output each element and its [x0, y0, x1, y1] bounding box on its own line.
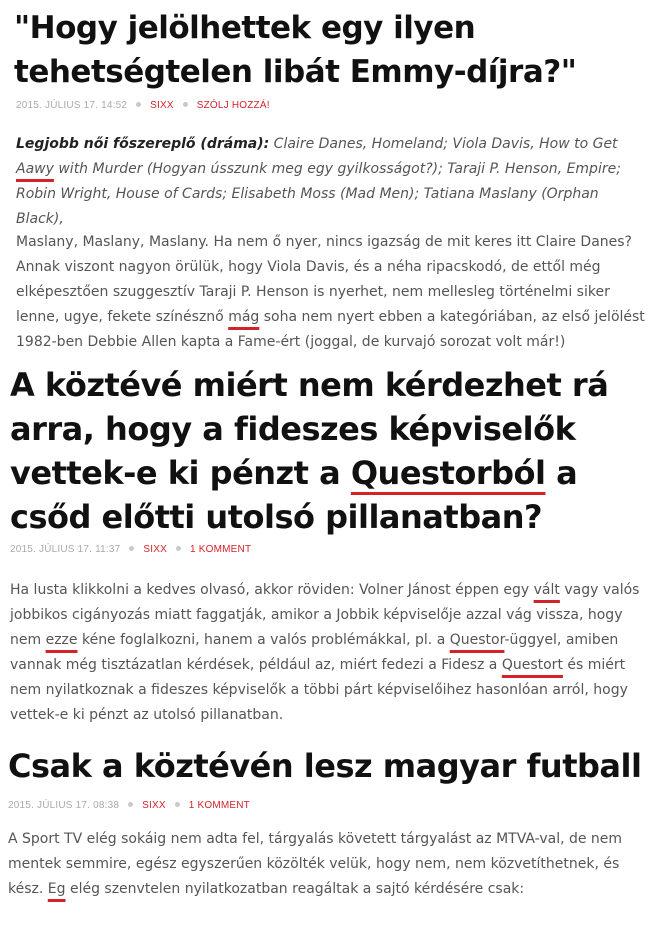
article-1-author-link[interactable]: SIXX — [150, 100, 174, 111]
article-3-meta — [8, 800, 250, 811]
article-3-comment-link[interactable]: 1 KOMMENT — [188, 800, 250, 811]
body-text: elég szenvtelen nyilatkozatban reagáltak a sajtó kérdésére csak: — [65, 881, 525, 897]
article-3-title[interactable]: Csak a köztévén lesz magyar futball — [8, 747, 642, 785]
lead-text: with Murder (Hogyan ússzunk meg egy gyilkosságot?); Taraji P. Henson, Empire; Robin Wright, House of Cards; Elisabeth Moss (Mad Men); Tatiana Maslany (Orphan Black), — [16, 161, 621, 227]
article-1-meta — [16, 100, 270, 111]
lead-text: Claire Danes, Homeland; Viola Davis, How to Get — [269, 136, 618, 152]
spellcheck-word[interactable]: Questorból — [350, 454, 546, 492]
article-3-body — [8, 827, 656, 902]
article-2-date: 2015. JÚLIUS 17. 11:37 — [10, 544, 121, 555]
article-2-author-link[interactable]: SIXX — [143, 544, 167, 555]
lead-category-label: Legjobb női főszereplő (dráma): — [16, 136, 270, 152]
spellcheck-word[interactable]: Eg — [47, 881, 66, 897]
body-text: vagy valós jobbikos cigányozás miatt faggatják, amikor a Jobbik képviselője azzal vág vissza, hogy nem — [10, 582, 640, 648]
spellcheck-word[interactable]: Questort — [501, 657, 563, 673]
article-1-comment-link[interactable]: SZÓLJ HOZZÁ! — [196, 100, 270, 111]
separator-dot-icon — [129, 546, 134, 551]
title-text: a csőd előtti utolsó pillanatban? — [10, 454, 578, 536]
body-text: soha nem nyert ebben a kategóriában, az első jelölést 1982-ben Debbie Allen kapta a Fame-ért (joggal, de kurvajó sorozat volt már!) — [16, 309, 645, 350]
article-1-date: 2015. JÚLIUS 17. 14:52 — [16, 100, 128, 111]
article-1-lead — [16, 132, 646, 232]
spellcheck-word[interactable]: Aawy — [16, 161, 54, 177]
article-2-meta — [10, 544, 251, 555]
spellcheck-word[interactable]: vált — [533, 582, 560, 598]
article-1-title[interactable]: "Hogy jelölhettek egy ilyen tehetségtelen libát Emmy-díjra?" — [14, 10, 577, 90]
body-text: kéne foglalkozni, hanem a valós problémákkal, pl. a — [77, 632, 450, 648]
body-text: Maslany, Maslany, Maslany. Ha nem ő nyer, nincs igazság de mit keres itt Claire Danes? Annak viszont nagyon örülük, hogy Viola Davis, és a néha ripacskodó, de ettől még elképesztően szuggesztív Taraji P. Henson is nyerhet, nem mellesleg történelmi siker lenne, ugye, fekete színésznő — [16, 234, 632, 325]
body-text: A Sport TV elég sokáig nem adta fel, tárgyalás követett tárgyalást az MTVA-val, de nem mentek semmire, egész egyszerűen közölték velük, hogy nem, nem közvetíthetnek, és kész. — [8, 831, 623, 897]
article-2-body — [10, 578, 658, 728]
spellcheck-word[interactable]: mág — [228, 309, 260, 325]
separator-dot-icon — [175, 802, 180, 807]
article-2-comment-link[interactable]: 1 KOMMENT — [190, 544, 252, 555]
article-2-title[interactable] — [10, 363, 655, 539]
separator-dot-icon — [136, 102, 141, 107]
body-text: Ha lusta klikkolni a kedves olvasó, akkor röviden: Volner Jánost éppen egy — [10, 582, 534, 598]
separator-dot-icon — [128, 802, 133, 807]
separator-dot-icon — [176, 546, 181, 551]
article-3-author-link[interactable]: SIXX — [142, 800, 166, 811]
article-3-date: 2015. JÚLIUS 17. 08:38 — [8, 800, 120, 811]
spellcheck-word[interactable]: Questor — [449, 632, 505, 648]
title-text: A köztévé miért nem kérdezhet rá arra, hogy a fideszes képviselők vettek-e ki pénzt a — [10, 366, 609, 492]
body-text: és miért nem nyilatkoznak a fideszes képviselők a többi párt képviselőihez hasonlóan arról, hogy vettek-e ki pénzt az utolsó pillanatban. — [10, 657, 628, 723]
body-text: -üggyel, amiben vannak még tisztázatlan kérdések, például az, miért fedezi a Fidesz a — [10, 632, 619, 673]
spellcheck-word[interactable]: ezze — [45, 632, 78, 648]
separator-dot-icon — [183, 102, 188, 107]
article-1-body — [16, 230, 656, 355]
